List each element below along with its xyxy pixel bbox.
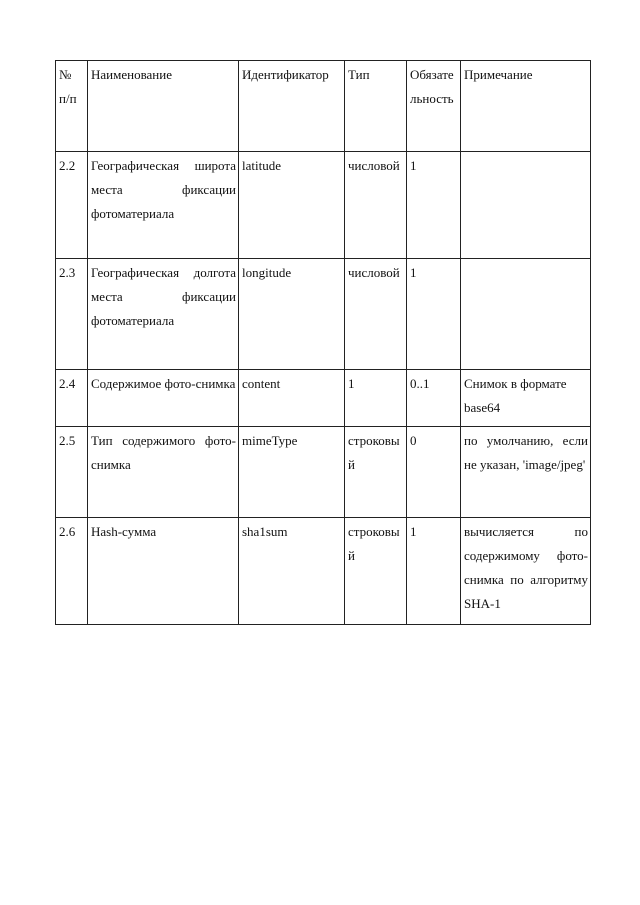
cell-name: Географическая широта места фиксации фотоматериала: [88, 152, 239, 259]
cell-note: Снимок в формате base64: [461, 370, 591, 427]
cell-num: 2.2: [56, 152, 88, 259]
table-header-row: [56, 61, 591, 152]
cell-required: 0: [407, 427, 461, 518]
cell-identifier: mimeType: [239, 427, 345, 518]
cell-required: 0..1: [407, 370, 461, 427]
table-row: [56, 259, 591, 370]
cell-note: по умолчанию, если не указан, 'image/jpeg': [461, 427, 591, 518]
cell-identifier: content: [239, 370, 345, 427]
cell-required: 1: [407, 518, 461, 625]
cell-num: 2.3: [56, 259, 88, 370]
table-row: [56, 152, 591, 259]
cell-num: 2.6: [56, 518, 88, 625]
cell-name: Hash-сумма: [88, 518, 239, 625]
cell-required: 1: [407, 259, 461, 370]
cell-identifier: latitude: [239, 152, 345, 259]
cell-type: строковый: [345, 427, 407, 518]
header-type: Тип: [345, 61, 407, 152]
specification-table: [55, 60, 591, 625]
table-row: [56, 518, 591, 625]
cell-name: Тип содержимого фото-снимка: [88, 427, 239, 518]
cell-type: 1: [345, 370, 407, 427]
cell-note: [461, 152, 591, 259]
cell-name: Содержимое фото-снимка: [88, 370, 239, 427]
cell-identifier: longitude: [239, 259, 345, 370]
header-required: Обязательность: [407, 61, 461, 152]
header-num: № п/п: [56, 61, 88, 152]
table-row: [56, 370, 591, 427]
cell-num: 2.5: [56, 427, 88, 518]
cell-type: числовой: [345, 259, 407, 370]
header-identifier: Идентификатор: [239, 61, 345, 152]
header-note: Примечание: [461, 61, 591, 152]
cell-identifier: sha1sum: [239, 518, 345, 625]
cell-note: вычисляется по содержимому фото-снимка по алгоритму SHA-1: [461, 518, 591, 625]
cell-required: 1: [407, 152, 461, 259]
cell-name: Географическая долгота места фиксации фотоматериала: [88, 259, 239, 370]
cell-note: [461, 259, 591, 370]
header-name: Наименование: [88, 61, 239, 152]
cell-type: числовой: [345, 152, 407, 259]
table-row: [56, 427, 591, 518]
cell-type: строковый: [345, 518, 407, 625]
cell-num: 2.4: [56, 370, 88, 427]
